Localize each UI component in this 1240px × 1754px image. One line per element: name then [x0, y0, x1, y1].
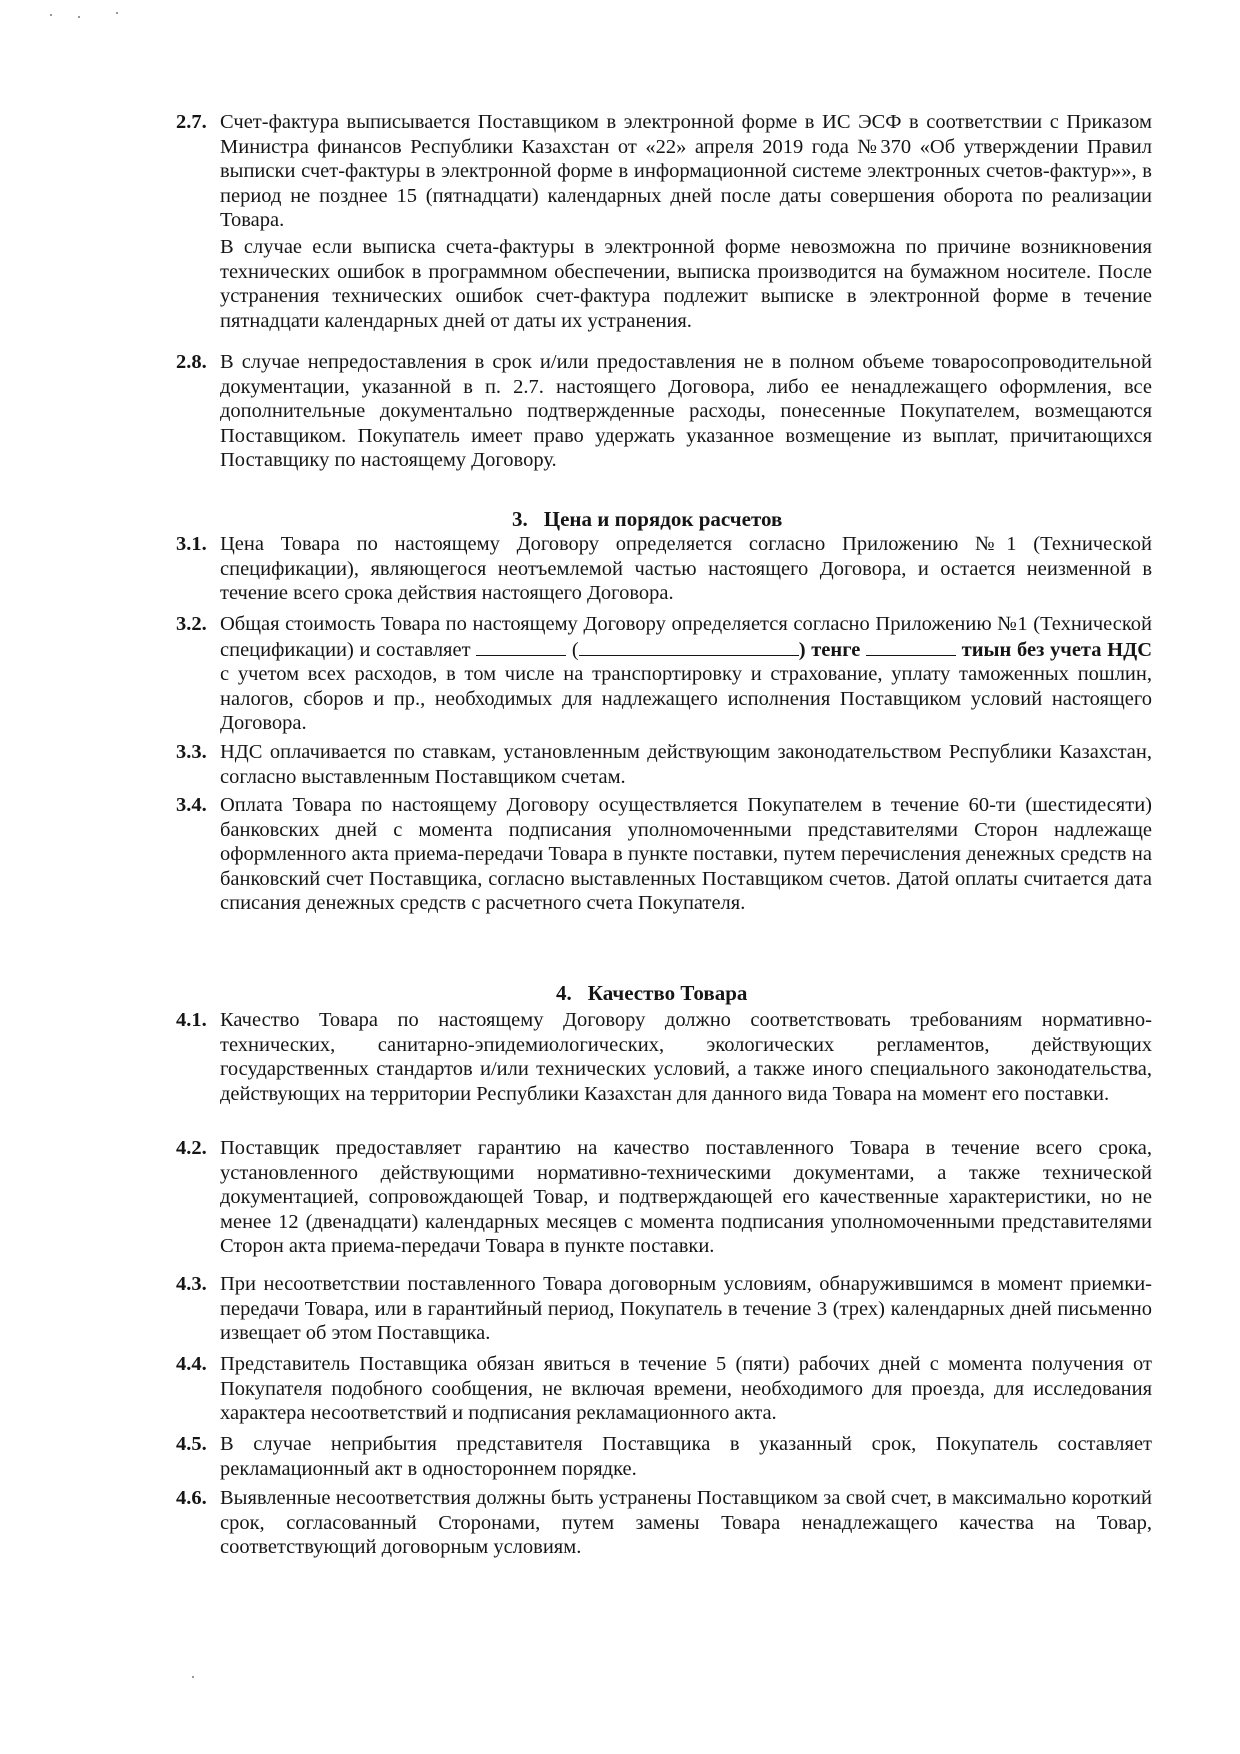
tenge-label: ) тенге [798, 638, 861, 661]
clause-text: Выявленные несоответствия должны быть устранены Поставщиком за свой счет, в максимально короткий срок, согласованный Сторонами, путем замены Товара ненадлежащего качества на Товар, соответствующий договорным условиям. [220, 1487, 1152, 1559]
scan-speck [78, 16, 80, 18]
clause-number: 2.8. [176, 351, 207, 373]
clause-number: 4.1. [176, 1009, 207, 1031]
clause-text: Поставщик предоставляет гарантию на качество поставленного Товара в течение всего срока, установленного действующими нормативно-техническими документами, а также технической документацией, сопровождающей Товар, и подтверждающей его качественные характеристики, но не менее 12 (двенадцати) календарных месяцев с момента подписания уполномоченными представителями Сторон акта приема-передачи Товара в пункте поставки. [220, 1137, 1152, 1258]
clause-text: НДС оплачивается по ставкам, установленным действующим законодательством Республики Казахстан, согласно выставленным Поставщиком счетам. [220, 741, 1152, 788]
section-4-heading [556, 980, 747, 1006]
clause-number: 4.2. [176, 1137, 207, 1159]
clause-text: В случае неприбытия представителя Поставщика в указанный срок, Покупатель составляет рекламационный акт в одностороннем порядке. [220, 1433, 1152, 1480]
clause-4-2 [176, 1136, 1152, 1259]
clause-4-4 [176, 1352, 1152, 1426]
clause-number: 3.2. [176, 613, 207, 635]
section-3-heading [512, 506, 782, 532]
scan-speck [116, 12, 118, 14]
clause-3-4 [176, 793, 1152, 916]
section-title: Качество Товара [587, 981, 748, 1005]
clause-number: 3.4. [176, 794, 207, 816]
clause-text: Оплата Товара по настоящему Договору осуществляется Покупателем в течение 60-ти (шестидесяти) банковских дней с момента подписания уполномоченными представителями Сторон надлежаще оформленного акта приема-передачи Товара в пункте поставки, путем перечисления денежных средств на банковский счет Поставщика, согласно выставленных Поставщиком счетов. Датой оплаты считается дата списания денежных средств с расчетного счета Покупателя. [220, 794, 1152, 915]
clause-text: При несоответствии поставленного Товара договорным условиям, обнаружившимся в момент приемки-передачи Товара, или в гарантийный период, Покупатель в течение 3 (трех) календарных дней письменно извещает об этом Поставщика. [220, 1273, 1152, 1345]
clause-number: 3.3. [176, 741, 207, 763]
section-title: Цена и порядок расчетов [543, 507, 783, 531]
clause-3-1 [176, 532, 1152, 606]
clause-text: Цена Товара по настоящему Договору определяется согласно Приложению №1 (Технической спецификации), являющегося неотъемлемой частью настоящего Договора, и остается неизменной в течение всего срока действия настоящего Договора. [220, 533, 1152, 605]
clause-text: В случае непредоставления в срок и/или предоставления не в полном объеме товаросопроводительной документации, указанной в п. 2.7. настоящего Договора, либо ее ненадлежащего оформления, все дополнительные документально подтвержденные расходы, понесенные Покупателем, возмещаются Поставщиком. Покупатель имеет право удержать указанное возмещение из выплат, причитающихся Поставщику по настоящему Договору. [220, 351, 1152, 472]
clause-text: Качество Товара по настоящему Договору должно соответствовать требованиям нормативно-технических, санитарно-эпидемиологических, экологических регламентов, действующих государственных стандартов и/или технических условий, а также иного специального законодательства, действующих на территории Республики Казахстан для данного вида Товара на момент его поставки. [220, 1009, 1152, 1105]
section-number: 3. [512, 507, 528, 531]
clause-text-part: Общая стоимость Товара по настоящему Договору определяется согласно Приложению №1 (Технической спецификации) и составляет [220, 613, 1152, 661]
clause-4-5 [176, 1432, 1152, 1481]
clause-2-7 [176, 110, 1152, 333]
clause-number: 4.5. [176, 1433, 207, 1455]
clause-3-2 [176, 612, 1152, 736]
clause-number: 3.1. [176, 533, 207, 555]
clause-number: 2.7. [176, 111, 207, 133]
clause-4-6 [176, 1486, 1152, 1560]
clause-number: 4.4. [176, 1353, 207, 1375]
clause-text: В случае если выписка счета-фактуры в электронной форме невозможна по причине возникновения технических ошибок в программном обеспечении, выписка производится на бумажном носителе. После устранения технических ошибок счет-фактура подлежит выписке в электронной форме в течение пятнадцати календарных дней от даты их устранения. [220, 235, 1152, 332]
clause-number: 4.3. [176, 1273, 207, 1295]
amount-blank[interactable] [476, 637, 566, 656]
clause-4-3 [176, 1272, 1152, 1346]
clause-text: Счет-фактура выписывается Поставщиком в электронной форме в ИС ЭСФ в соответствии с Приказом Министра финансов Республики Казахстан от «22» апреля 2019 года №370 «Об утверждении Правил выписки счет-фактуры в электронной форме в информационной системе электронных счетов-фактур»», в период не позднее 15 (пятнадцати) календарных дней после даты совершения оборота по реализации Товара. [220, 111, 1152, 232]
scan-speck [50, 14, 52, 16]
tiyn-label: тиын без учета НДС [961, 638, 1153, 661]
clause-text [220, 612, 1152, 736]
amount-words-blank[interactable] [579, 637, 799, 656]
clause-3-3 [176, 740, 1152, 789]
clause-2-8 [176, 350, 1152, 473]
paren-open: ( [571, 638, 579, 661]
clause-4-1 [176, 1008, 1152, 1106]
section-number: 4. [556, 981, 572, 1005]
clause-text-part: с учетом всех расходов, в том числе на транспортировку и страхование, уплату таможенных пошлин, налогов, сборов и пр., необходимых для надлежащего исполнения Поставщиком условий настоящего Договора. [220, 663, 1152, 735]
tiyn-blank[interactable] [866, 637, 956, 656]
clause-text: Представитель Поставщика обязан явиться в течение 5 (пяти) рабочих дней с момента получения от Покупателя подобного сообщения, не включая времени, необходимого для проезда, для исследования характера несоответствий и подписания рекламационного акта. [220, 1353, 1152, 1425]
clause-number: 4.6. [176, 1487, 207, 1509]
scan-speck [192, 1676, 194, 1678]
